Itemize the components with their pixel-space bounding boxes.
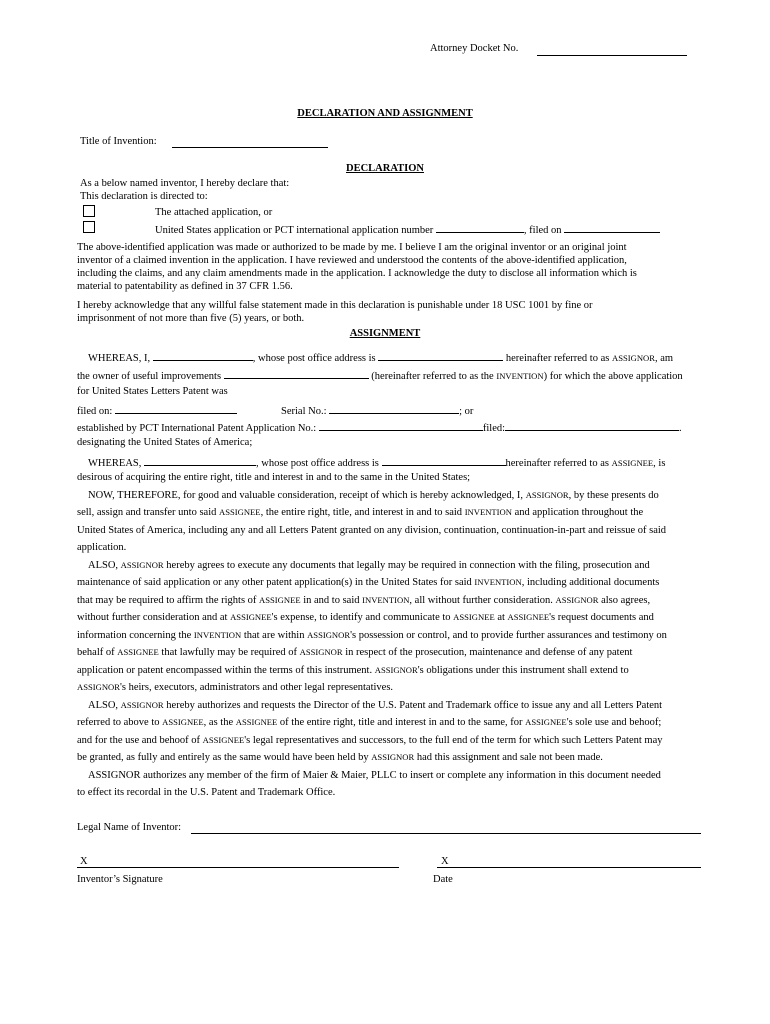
- whereas-assignor-line: WHEREAS, I, , whose post office address is hereinafter referred to as ASSIGNOR, am: [88, 353, 674, 364]
- recordal-line: to effect its recordal in the U.S. Patent and Trademark Office.: [77, 787, 336, 798]
- assignor-address-field[interactable]: [378, 351, 503, 361]
- filed-date-field[interactable]: [115, 404, 237, 414]
- designating-line: designating the United States of America;: [77, 437, 253, 448]
- assignee-name-field[interactable]: [144, 456, 256, 466]
- inventor-signature-field[interactable]: [77, 867, 399, 868]
- invention-title-label: Title of Invention:: [80, 136, 157, 147]
- option-attached-label: The attached application, or: [155, 207, 273, 218]
- instrument-line: application or patent encompassed within the terms of this instrument. ASSIGNOR's obligations under this instrument shall extend to: [77, 665, 629, 676]
- attached-application-checkbox[interactable]: [83, 205, 95, 217]
- authorization-line: ASSIGNOR authorizes any member of the firm of Maier & Maier, PLLC to insert or complete any information in this document needed: [88, 770, 661, 781]
- invention-title-field[interactable]: [172, 147, 328, 148]
- without-consideration-line: without further consideration and at ASSIGNEE's expense, to identify and communicate to ASSIGNEE at ASSIGNEE's request documents and: [77, 612, 654, 623]
- whereas-assignee-line: WHEREAS, , whose post office address is hereinafter referred to as ASSIGNEE, is: [88, 458, 666, 469]
- also-authorizes-line: ALSO, ASSIGNOR hereby authorizes and requests the Director of the U.S. Patent and Trademark office to issue any and all Letters Patent: [88, 700, 663, 711]
- pct-line: established by PCT International Patent Application No.: filed: .: [77, 423, 682, 434]
- desirous-line: desirous of acquiring the entire right, title and interest in and to the same in the United States;: [77, 472, 471, 483]
- date-label: Date: [433, 874, 453, 885]
- inventor-signature-label: Inventor’s Signature: [77, 874, 163, 885]
- declaration-heading: DECLARATION: [346, 163, 424, 174]
- assignment-heading: ASSIGNMENT: [349, 328, 421, 339]
- pct-filed-field[interactable]: [505, 421, 679, 431]
- owner-line: the owner of useful improvements (hereinafter referred to as the INVENTION) for which the above application: [77, 371, 683, 382]
- use-behoof-line: and for the use and behoof of ASSIGNEE's legal representatives and successors, to the full end of the term for which such Letters Patent may: [77, 735, 663, 746]
- date-field[interactable]: [437, 867, 701, 868]
- date-x-mark: X: [441, 856, 449, 867]
- serial-no-line: Serial No.: ; or: [281, 406, 474, 417]
- affirm-rights-line: that may be required to affirm the rights of ASSIGNEE in and to said INVENTION, all without further consideration. ASSIGNOR also agrees,: [77, 595, 651, 606]
- attorney-docket-field[interactable]: [537, 55, 687, 56]
- filed-serial-line: filed on:: [77, 404, 237, 418]
- information-line: information concerning the INVENTION that are within ASSIGNOR's possession or control, and to provide further assurances and testimony on: [77, 630, 667, 641]
- serial-no-field[interactable]: [329, 404, 459, 414]
- maintenance-line: maintenance of said application or any other patent application(s) in the United States for said INVENTION, including additional documents: [77, 577, 660, 588]
- signature-x-mark: X: [80, 856, 88, 867]
- behalf-line: behalf of ASSIGNEE that lawfully may be required of ASSIGNOR in respect of the prosecution, maintenance and defense of any patent: [77, 647, 633, 658]
- also-execute-line: ALSO, ASSIGNOR hereby agrees to execute any documents that legally may be required in connection with the filing, prosecution and: [88, 560, 650, 571]
- now-therefore-line: NOW, THEREFORE, for good and valuable consideration, receipt of which is hereby acknowledged, I, ASSIGNOR, by these presents do: [88, 490, 659, 501]
- invention-description-field[interactable]: [224, 369, 369, 379]
- heirs-line: ASSIGNOR's heirs, executors, administrators and other legal representatives.: [77, 682, 394, 693]
- legal-name-label: Legal Name of Inventor:: [77, 822, 182, 833]
- granted-line: be granted, as fully and entirely as the same would have been held by ASSIGNOR had this assignment and sale not been made.: [77, 752, 603, 763]
- declaration-directed: This declaration is directed to:: [80, 191, 208, 202]
- united-states-line: United States of America, including any and all Letters Patent granted on any division, continuation, continuation-in-part and reissue of said: [77, 525, 667, 536]
- us-pct-application-checkbox[interactable]: [83, 221, 95, 233]
- declaration-intro: As a below named inventor, I hereby declare that:: [80, 178, 290, 189]
- letters-patent-line: for United States Letters Patent was: [77, 386, 228, 397]
- pct-application-field[interactable]: [319, 421, 483, 431]
- application-number-field[interactable]: [436, 223, 524, 233]
- sell-assign-line: sell, assign and transfer unto said ASSIGNEE, the entire right, title, and interest in and to said INVENTION and application throughout the: [77, 507, 644, 518]
- document-title: DECLARATION AND ASSIGNMENT: [297, 108, 473, 119]
- filed-on-field[interactable]: [564, 223, 660, 233]
- referred-line: referred to above to ASSIGNEE, as the ASSIGNEE of the entire right, title and interest in and to the same, for ASSIGNEE's sole use and behoof;: [77, 717, 662, 728]
- attorney-docket-label: Attorney Docket No.: [430, 43, 519, 54]
- legal-name-field[interactable]: [191, 833, 701, 834]
- application-line: application.: [77, 542, 127, 553]
- assignor-name-field[interactable]: [153, 351, 253, 361]
- option-us-pct-label: United States application or PCT international application number , filed on: [155, 223, 660, 237]
- assignee-address-field[interactable]: [382, 456, 506, 466]
